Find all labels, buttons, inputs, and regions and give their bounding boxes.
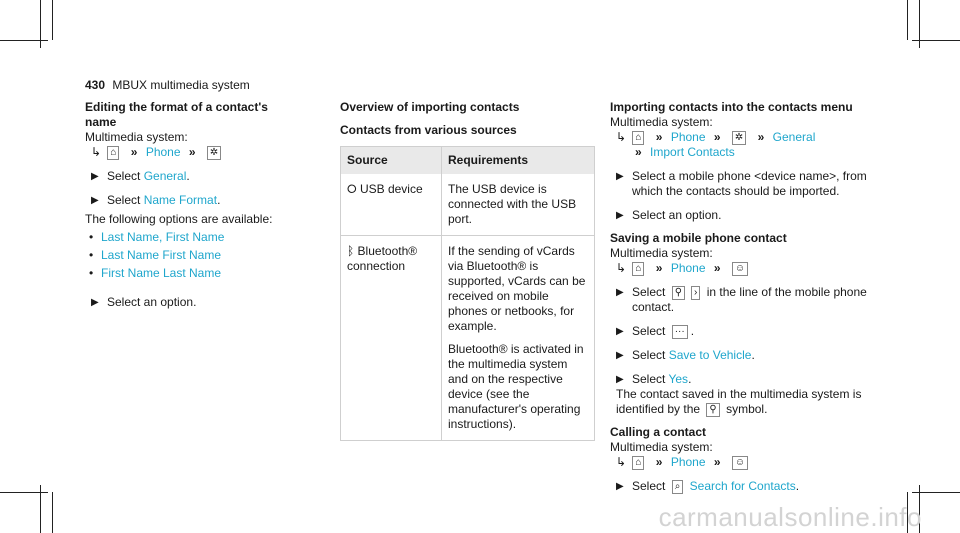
menu-link: Search for Contacts xyxy=(689,479,796,493)
step-text: Select xyxy=(632,324,666,338)
chevron-icon: » xyxy=(655,261,663,275)
source-label: Bluetooth® connection xyxy=(347,244,418,273)
chevron-icon: » xyxy=(655,130,663,144)
chevron-icon: » xyxy=(655,455,663,469)
options-list xyxy=(85,230,300,281)
section-heading: Importing contacts into the contacts menu xyxy=(610,100,853,114)
list-item: • Last Name, First Name xyxy=(87,230,300,245)
path-continuation xyxy=(616,145,880,160)
home-icon: ⌂ xyxy=(632,131,644,145)
menu-link: Name Format xyxy=(143,193,218,207)
chevron-icon: » xyxy=(188,145,196,159)
contact-icon: ⚲ xyxy=(672,286,685,300)
chevron-icon: » xyxy=(757,130,765,144)
source-label: USB device xyxy=(359,182,423,196)
column-header: Requirements xyxy=(442,147,595,175)
requirement-text: Bluetooth® is activated in the multimedia system and on the respective device (see the manufacturer's operating instructions). xyxy=(448,342,584,431)
step xyxy=(610,479,880,494)
bluetooth-icon: ᛒ xyxy=(347,244,355,258)
page-header xyxy=(85,78,250,93)
chevron-icon: » xyxy=(713,455,721,469)
intro-text: Multimedia system: xyxy=(610,246,713,260)
note-text: The contact saved in the multimedia system is identified by the xyxy=(616,387,862,416)
menu-path xyxy=(610,455,880,470)
table-header-row xyxy=(341,147,595,175)
path-item: Phone xyxy=(670,455,706,469)
step-suffix: . xyxy=(217,193,221,207)
vehicle-contact-icon: ⚲ xyxy=(706,403,719,417)
crop-mark xyxy=(0,40,48,41)
step-text: Select xyxy=(632,285,666,299)
page-title: MBUX multimedia system xyxy=(112,78,250,92)
requirement-text: If the sending of vCards via Bluetooth® is supported, vCards can be received on mobile phones or netbooks, for example. xyxy=(448,244,586,333)
page-number: 430 xyxy=(85,78,106,92)
step-text: Select xyxy=(632,479,666,493)
table-cell xyxy=(442,236,595,441)
column-1 xyxy=(85,100,300,314)
crop-mark xyxy=(52,0,53,40)
step-suffix: . xyxy=(795,479,800,493)
step xyxy=(610,372,880,417)
step xyxy=(610,348,880,363)
step-suffix: . xyxy=(688,372,692,386)
home-icon: ⌂ xyxy=(107,146,119,160)
more-icon: ··· xyxy=(672,325,688,339)
home-icon: ⌂ xyxy=(632,262,644,276)
step: ▶ Select an option. xyxy=(85,295,300,310)
settings-icon: ✲ xyxy=(207,146,221,160)
arrow-icon: ↳ xyxy=(616,261,627,275)
step xyxy=(85,193,300,208)
table-cell: The USB device is connected with the USB port. xyxy=(442,174,595,236)
menu-path xyxy=(610,261,880,276)
crop-mark xyxy=(0,492,48,493)
table-cell xyxy=(341,236,442,441)
path-item: Import Contacts xyxy=(650,145,735,159)
step-text: Select xyxy=(632,348,666,362)
step-text: in the line of the mobile phone contact. xyxy=(632,285,867,314)
crop-mark xyxy=(907,0,908,40)
step: ▶ Select ··· . xyxy=(610,324,880,339)
menu-link: General xyxy=(143,169,187,183)
step-suffix: . xyxy=(751,348,755,362)
table-row xyxy=(341,236,595,441)
step: ▶ Select a mobile phone <device name>, from which the contacts should be imported. xyxy=(610,169,880,199)
intro-text: Multimedia system: xyxy=(85,130,188,144)
step xyxy=(85,169,300,184)
section-heading: Overview of importing contacts xyxy=(340,100,520,114)
arrow-icon: ↳ xyxy=(616,130,627,144)
usb-icon: ⭘ xyxy=(347,182,357,196)
chevron-right-icon: › xyxy=(691,286,700,300)
step-suffix: . xyxy=(186,169,190,183)
path-item: Phone xyxy=(670,261,706,275)
menu-link: Yes xyxy=(668,372,689,386)
chevron-icon: » xyxy=(635,145,642,159)
chevron-icon: » xyxy=(713,130,721,144)
arrow-icon: ↳ xyxy=(91,145,102,159)
table-row xyxy=(341,174,595,236)
path-item: Phone xyxy=(145,145,181,159)
step: ▶ Select an option. xyxy=(610,208,880,223)
path-item: General xyxy=(772,130,816,144)
step-note xyxy=(616,387,880,417)
menu-link: Save to Vehicle xyxy=(668,348,752,362)
column-header: Source xyxy=(341,147,442,175)
column-3 xyxy=(610,100,880,498)
intro-text: Multimedia system: xyxy=(610,440,713,454)
section-heading: Editing the format of a contact's name xyxy=(85,100,268,129)
watermark: carmanualsonline.info xyxy=(658,502,922,532)
menu-path xyxy=(610,130,880,160)
section-heading: Saving a mobile phone contact xyxy=(610,231,787,245)
section-heading: Calling a contact xyxy=(610,425,707,439)
options-intro: The following options are available: xyxy=(85,212,273,226)
crop-mark xyxy=(912,492,960,493)
table-cell xyxy=(341,174,442,236)
step-text: Select xyxy=(107,193,141,207)
list-item: • Last Name First Name xyxy=(87,248,300,263)
chevron-icon: » xyxy=(713,261,721,275)
step xyxy=(610,285,880,315)
settings-icon: ✲ xyxy=(732,131,746,145)
chevron-icon: » xyxy=(130,145,138,159)
contacts-icon: ☺ xyxy=(732,262,748,276)
home-icon: ⌂ xyxy=(632,456,644,470)
step-text: Select xyxy=(107,169,141,183)
search-icon: ⌕ xyxy=(672,480,684,494)
crop-mark xyxy=(912,40,960,41)
sub-heading: Contacts from various sources xyxy=(340,123,517,137)
path-item: Phone xyxy=(670,130,706,144)
arrow-icon: ↳ xyxy=(616,455,627,469)
note-suffix: symbol. xyxy=(726,402,768,416)
contacts-icon: ☺ xyxy=(732,456,748,470)
list-item: • First Name Last Name xyxy=(87,266,300,281)
column-2 xyxy=(340,100,595,441)
menu-path xyxy=(85,145,300,160)
intro-text: Multimedia system: xyxy=(610,115,713,129)
crop-mark xyxy=(52,492,53,533)
requirements-table xyxy=(340,146,595,441)
step-text: Select xyxy=(632,372,666,386)
